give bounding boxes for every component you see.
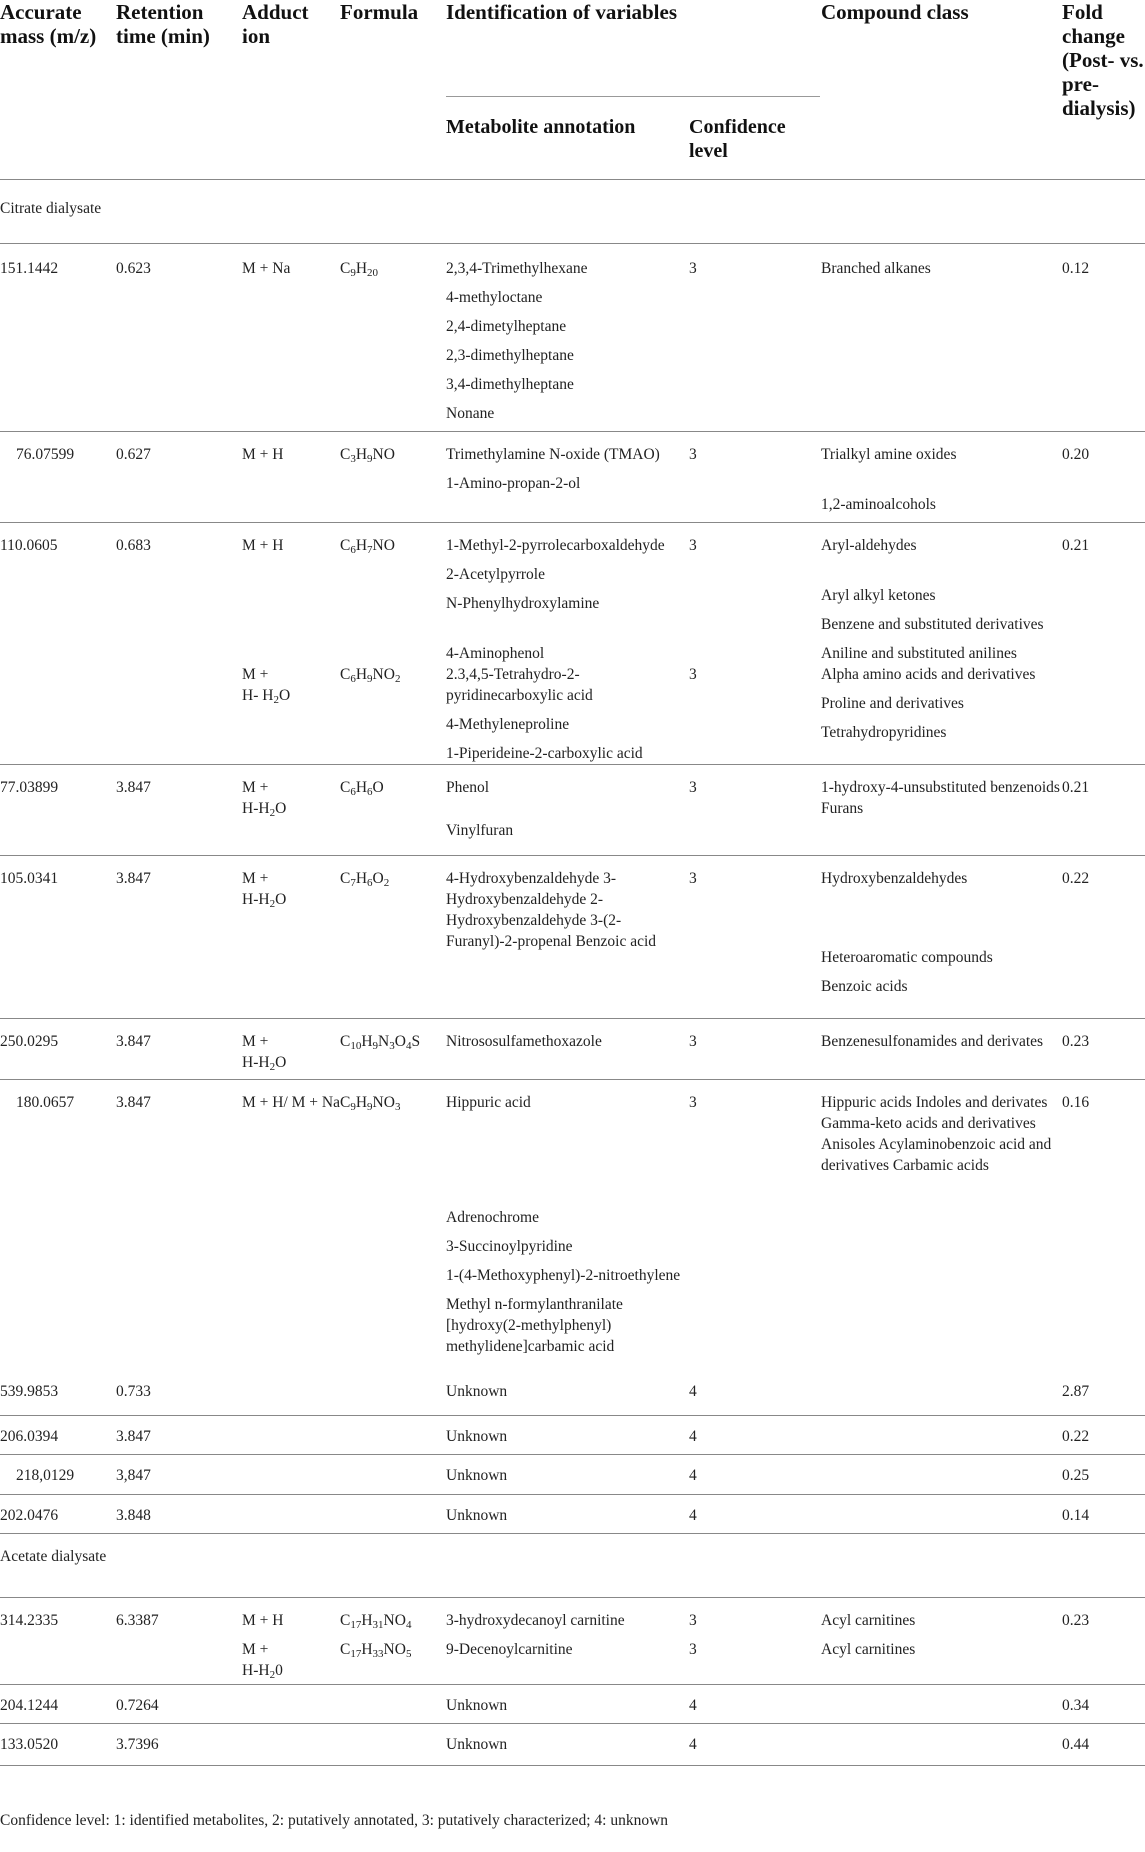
table-row xyxy=(0,855,1145,1018)
cell-rt: 0.7264 xyxy=(116,1685,242,1724)
cell-mass: 218,0129 xyxy=(0,1454,116,1494)
annotation-item: N-Phenylhydroxylamine xyxy=(446,594,600,612)
annotation-item: 4-Methyleneproline xyxy=(446,715,570,733)
cell-confidence: 3 xyxy=(689,243,821,431)
cell-mass: 110.0605 xyxy=(0,522,116,664)
annotation-item: Phenol xyxy=(446,778,490,796)
table-row xyxy=(0,1597,1145,1631)
class-item: Aryl alkyl ketones xyxy=(821,586,936,604)
class-item: Alpha amino acids and derivatives xyxy=(821,665,1036,683)
annotation-item: Methyl n-formylanthranilate [hydroxy(2-methylphenyl) methylidene]carbamic acid xyxy=(446,1295,623,1355)
cell-formula: $C_{17}H_{33}NO_5$ xyxy=(340,1640,412,1660)
cell-annotations xyxy=(446,522,689,664)
cell-classes xyxy=(821,522,1062,664)
cell-mass: 76.07599 xyxy=(0,431,116,522)
class-item: Heteroaromatic compounds xyxy=(821,948,993,966)
annotation-item: 2-Acetylpyrrole xyxy=(446,565,545,583)
cell-annotation: Unknown xyxy=(446,1454,689,1494)
cell-rt: 3.848 xyxy=(116,1494,242,1533)
table-row xyxy=(0,764,1145,855)
cell-mass: 206.0394 xyxy=(0,1415,116,1454)
annotation-item: Vinylfuran xyxy=(446,821,514,839)
section-citrate-label: Citrate dialysate xyxy=(0,199,102,217)
cell-annotation: 9-Decenoylcarnitine xyxy=(446,1640,573,1658)
table-row xyxy=(0,1494,1145,1533)
cell-fold: 0.34 xyxy=(1062,1685,1145,1724)
class-item: Hydroxybenzaldehydes xyxy=(821,869,968,887)
cell-class: Acyl carnitines xyxy=(821,1640,916,1658)
cell-mass: 77.03899 xyxy=(0,764,116,855)
cell-fold: 0.22 xyxy=(1062,855,1145,1018)
class-item: Proline and derivatives xyxy=(821,694,964,712)
cell-confidence: 3 xyxy=(689,1079,821,1375)
cell-formula: $C_6H_9NO_2$ xyxy=(340,665,401,685)
cell-classes xyxy=(821,431,1062,522)
cell-mass: 539.9853 xyxy=(0,1383,59,1400)
class-item: 1,2-aminoalcohols xyxy=(821,495,936,513)
header-formula: Formula xyxy=(340,0,446,179)
cell-confidence: 3 xyxy=(689,1640,697,1658)
cell-fold: 0.12 xyxy=(1062,243,1145,431)
cell-formula: $C_6H_6O$ xyxy=(340,764,446,855)
table-row xyxy=(0,664,1145,765)
table-row xyxy=(0,1415,1145,1454)
cell-confidence: 3 xyxy=(689,522,821,664)
cell-annotation: Unknown xyxy=(446,1383,508,1400)
annotation-item: 1-(4-Methoxyphenyl)-2-nitroethylene xyxy=(446,1266,681,1284)
cell-confidence: 4 xyxy=(689,1415,821,1454)
cell-rt: 3,847 xyxy=(116,1454,242,1494)
cell-confidence: 3 xyxy=(689,855,821,1018)
header-identification xyxy=(446,0,820,97)
cell-classes xyxy=(821,664,1062,765)
cell-fold: 0.23 xyxy=(1062,1018,1145,1079)
cell-fold: 0.23 xyxy=(1062,1597,1145,1631)
header-identification-label: Identification of variables xyxy=(446,0,677,24)
header-metabolite-annotation: Metabolite annotation xyxy=(446,97,689,179)
annotation-item: 1-Amino-propan-2-ol xyxy=(446,474,581,492)
cell-adduct: M + H xyxy=(242,1597,340,1631)
class-item: Tetrahydropyridines xyxy=(821,723,947,741)
cell-rt: 3.847 xyxy=(116,1079,242,1375)
annotation-item: 2,3-dimethylheptane xyxy=(446,346,574,364)
cell-confidence: 4 xyxy=(689,1494,821,1533)
section-acetate-row xyxy=(0,1533,1145,1597)
cell-mass: 151.1442 xyxy=(0,243,116,431)
cell-mass: 133.0520 xyxy=(0,1724,116,1766)
cell-annotation: 3-hydroxydecanoyl carnitine xyxy=(446,1597,689,1631)
cell-formula: $C_{10}H_9N_3O_4S$ xyxy=(340,1018,446,1079)
cell-formula: $C_3H_9NO$ xyxy=(340,431,446,522)
cell-confidence: 4 xyxy=(689,1454,821,1494)
class-item: Trialkyl amine oxides xyxy=(821,445,957,463)
table-row xyxy=(0,1375,1145,1415)
annotation-item: 2,3,4-Trimethylhexane xyxy=(446,259,588,277)
cell-confidence: 3 xyxy=(689,665,697,683)
class-item: Benzene and substituted derivatives xyxy=(821,615,1044,633)
annotation-item: 3,4-dimethylheptane xyxy=(446,375,574,393)
header-adduct: Adduct ion xyxy=(242,0,340,179)
header-compound-class: Compound class xyxy=(821,0,1062,179)
cell-rt: 0.627 xyxy=(116,431,242,522)
cell-adduct: M + H xyxy=(242,522,340,664)
cell-fold: 2.87 xyxy=(1062,1383,1090,1400)
table-row xyxy=(0,243,1145,431)
cell-fold: 0.16 xyxy=(1062,1079,1145,1375)
cell-mass: 180.0657 xyxy=(0,1079,116,1375)
annotation-item: 4-Aminophenol xyxy=(446,644,545,662)
cell-class: Acyl carnitines xyxy=(821,1597,1062,1631)
cell-mass: 250.0295 xyxy=(0,1018,116,1079)
cell-formula: $C_9H_{20}$ xyxy=(340,243,446,431)
cell-adduct: M + $H-H_2O$ xyxy=(242,1018,340,1079)
cell-annotation: Unknown xyxy=(446,1724,689,1766)
class-item: Aniline and substituted anilines xyxy=(821,644,1017,662)
cell-annotation: Unknown xyxy=(446,1415,689,1454)
table-row xyxy=(0,1685,1145,1724)
cell-fold: 0.14 xyxy=(1062,1494,1145,1533)
annotation-item: 2,4-dimetylheptane xyxy=(446,317,567,335)
cell-mass: 314.2335 xyxy=(0,1597,116,1631)
annotation-item: 2.3,4,5-Tetrahydro-2-pyridinecarboxylic acid xyxy=(446,665,593,704)
cell-annotation: Unknown xyxy=(446,1494,689,1533)
section-acetate-label: Acetate dialysate xyxy=(0,1533,116,1597)
cell-formula: $C_7H_6O_2$ xyxy=(340,855,446,1018)
header-retention-time: Retention time (min) xyxy=(116,0,242,179)
cell-adduct: M + H xyxy=(242,431,340,522)
cell-fold: 0.20 xyxy=(1062,431,1145,522)
cell-adduct: M + Na xyxy=(242,243,340,431)
cell-fold: 0.21 xyxy=(1062,522,1145,664)
cell-fold: 0.22 xyxy=(1062,1415,1145,1454)
annotation-item: 3-Succinoylpyridine xyxy=(446,1237,573,1255)
cell-mass: 105.0341 xyxy=(0,855,116,1018)
cell-rt: 0.683 xyxy=(116,522,242,664)
cell-confidence: 4 xyxy=(689,1685,821,1724)
cell-adduct: M + H- $H_2O$ xyxy=(242,665,291,706)
cell-annotations xyxy=(446,431,689,522)
cell-classes xyxy=(821,855,1062,1018)
cell-rt: 3.847 xyxy=(116,1415,242,1454)
cell-annotations xyxy=(446,664,689,765)
cell-rt: 6.3387 xyxy=(116,1597,242,1631)
cell-rt: 3.847 xyxy=(116,764,242,855)
cell-annotations xyxy=(446,764,689,855)
cell-fold: 0.25 xyxy=(1062,1454,1145,1494)
cell-rt: 3.7396 xyxy=(116,1724,242,1766)
table-row xyxy=(0,1079,1145,1375)
cell-class: Branched alkanes xyxy=(821,243,1062,431)
table-row xyxy=(0,431,1145,522)
annotation-item: 4-methyloctane xyxy=(446,288,543,306)
header-fold-change: Fold change (Post- vs. pre-dialysis) xyxy=(1062,0,1145,179)
cell-formula: $C_{17}H_{31}NO_4$ xyxy=(340,1597,446,1631)
table-footnote: Confidence level: 1: identified metabolites, 2: putatively annotated, 3: putatively characterized; 4: unknown xyxy=(0,1812,669,1829)
cell-annotations xyxy=(446,1079,689,1375)
table-row xyxy=(0,1454,1145,1494)
cell-adduct: M + $H-H_2O$ xyxy=(242,764,340,855)
annotation-item: Nonane xyxy=(446,404,495,422)
cell-confidence: 3 xyxy=(689,1018,821,1079)
cell-annotation: Nitrososulfamethoxazole xyxy=(446,1018,689,1079)
cell-rt: 0.623 xyxy=(116,243,242,431)
cell-mass: 204.1244 xyxy=(0,1685,116,1724)
annotation-item: 1-Methyl-2-pyrrolecarboxaldehyde xyxy=(446,536,665,554)
cell-rt: 3.847 xyxy=(116,1018,242,1079)
header-row-top xyxy=(0,0,1145,97)
annotation-item: Hippuric acid xyxy=(446,1093,531,1111)
cell-rt: 0.733 xyxy=(116,1383,151,1400)
section-citrate-row xyxy=(0,179,1145,243)
cell-formula: $C_9H_9NO_3$ xyxy=(340,1079,446,1375)
annotation-item: Trimethylamine N-oxide (TMAO) xyxy=(446,445,660,463)
cell-confidence: 3 xyxy=(689,431,821,522)
cell-fold: 0.21 xyxy=(1062,764,1145,855)
cell-adduct: M + $H-H_2O$ xyxy=(242,855,340,1018)
cell-confidence: 3 xyxy=(689,1597,821,1631)
cell-class: Benzenesulfonamides and derivates xyxy=(821,1018,1062,1079)
annotation-item: Adrenochrome xyxy=(446,1208,539,1226)
cell-formula: $C_6H_7NO$ xyxy=(340,522,446,664)
header-mass: Accurate mass (m/z) xyxy=(0,0,116,179)
table-row xyxy=(0,1724,1145,1766)
cell-fold: 0.44 xyxy=(1062,1724,1145,1766)
class-item: Aryl-aldehydes xyxy=(821,536,917,554)
cell-confidence: 4 xyxy=(689,1383,697,1400)
cell-annotation: Unknown xyxy=(446,1685,689,1724)
cell-mass: 202.0476 xyxy=(0,1494,116,1533)
header-confidence-level: Confidence level xyxy=(689,97,821,179)
cell-adduct: M + $H-H_20$ xyxy=(242,1640,283,1681)
table-row xyxy=(0,522,1145,664)
cell-class: 1-hydroxy-4-unsubstituted benzenoids Furans xyxy=(821,764,1062,855)
cell-rt: 3.847 xyxy=(116,855,242,1018)
cell-annotation: 4-Hydroxybenzaldehyde 3-Hydroxybenzaldehyde 2-Hydroxybenzaldehyde 3-(2-Furanyl)-2-propenal Benzoic acid xyxy=(446,855,689,1018)
cell-class: Hippuric acids Indoles and derivates Gamma-keto acids and derivatives Anisoles Acylaminobenzoic acid and derivatives Carbamic acids xyxy=(821,1079,1062,1375)
cell-confidence: 4 xyxy=(689,1724,821,1766)
cell-adduct: M + H/ M + Na xyxy=(242,1079,340,1375)
cell-confidence: 3 xyxy=(689,764,821,855)
class-item: Benzoic acids xyxy=(821,977,908,995)
cell-annotations xyxy=(446,243,689,431)
annotation-item: 1-Piperideine-2-carboxylic acid xyxy=(446,744,643,762)
table-row xyxy=(0,1018,1145,1079)
table-row xyxy=(0,1631,1145,1685)
